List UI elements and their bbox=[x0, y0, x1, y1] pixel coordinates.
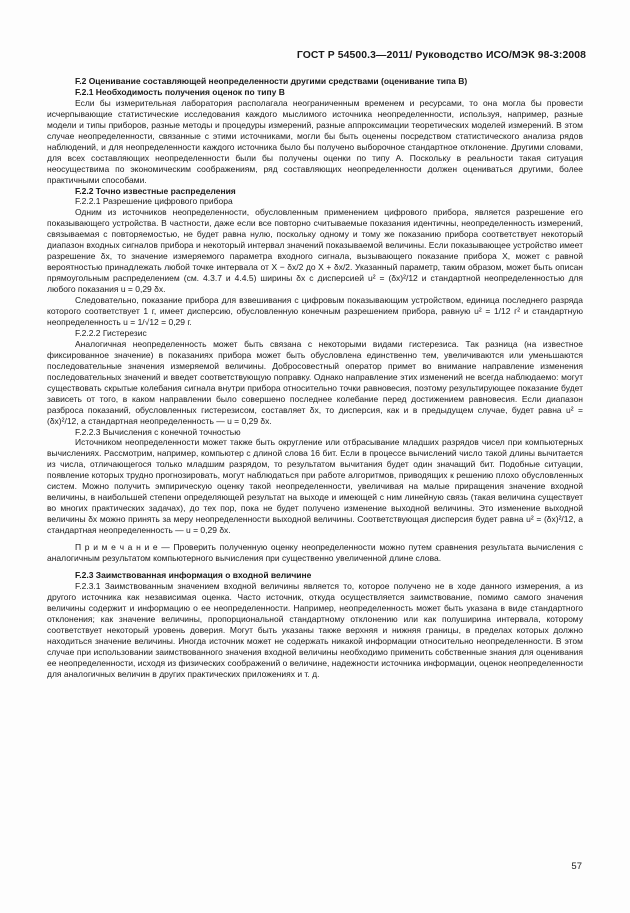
document-body bbox=[47, 76, 583, 679]
subsection-heading-f23: F.2.3 Заимствованная информация о входной величине bbox=[75, 569, 312, 580]
page-header: ГОСТ Р 54500.3—2011/ Руководство ИСО/МЭК 98-3:2008 bbox=[296, 50, 586, 61]
note-f223: П р и м е ч а н и е — Проверить полученную оценку неопределенности можно путем сравнения результата вычисления с аналогичным результатом компьютерного вычисления при существенно увеличенной длине слова. bbox=[47, 542, 583, 563]
paragraph-f221-body: Одним из источников неопределенности, обусловленным применением цифрового прибора, является разрешение его показывающего устройства. В частности, даже если все повторно считываемые показания идентичны, неопределенность измерений, связываемая с повторяемостью, не будет равна нулю, поскольку одному и тому же показанию прибора соответствует некоторый диапазон входных сигналов прибора и некоторый интервал значений показываемой величины. Если показывающее устройство имеет разрешение δx, то значение измеряемого параметра входного сигнала, вызывающего показание прибора X, может с равной вероятностью принадлежать любой точке интервала от X − δx/2 до X + δx/2. Указанный параметр, таким образом, может быть описан прямоугольным распределением (см. 4.3.7 и 4.4.5) ширины δx с дисперсией u² = (δx)²/12 и стандартной неопределенностью для любого показания u = 0,29 δx. bbox=[47, 207, 583, 295]
paragraph-f221-example: Следовательно, показание прибора для взвешивания с цифровым показывающим устройством, единица последнего разряда которого соответствует 1 г, имеет дисперсию, обусловленную конечным разрешением прибора, равную u² = 1/12 г² и стандартную неопределенность u = 1/√12 = 0,29 г. bbox=[47, 295, 583, 327]
paragraph-f222-body: Аналогичная неопределенность может быть связана с некоторыми видами гистерезиса. Так разница (на известное фиксированное значение) в показаниях прибора может быть обусловлена единственно тем, увеличиваются или уменьшаются последовательные значения измеряемой величины. Добросовестный оператор примет во внимание направление изменения последовательных значений и введет соответствующую поправку. Однако направление этих изменений не всегда наблюдаемо: могут существовать скрытые колебания сигнала внутри прибора относительно точки равновесия, поэтому результирующее показание будет зависеть от того, в каком направлении было совершено последнее колебание перед достижением равновесия. Если диапазон разброса показаний, обусловленных гистерезисом, составляет δx, то дисперсия, как и в предыдущем случае, будет равна u² = (δx)²/12, а стандартная неопределенность — u = 0,29 δx. bbox=[47, 338, 583, 426]
subsection-heading-f21: F.2.1 Необходимость получения оценок по типу B bbox=[75, 86, 285, 97]
clause-heading-f222: F.2.2.2 Гистерезис bbox=[75, 327, 147, 338]
clause-heading-f223: F.2.2.3 Вычисления с конечной точностью bbox=[75, 426, 241, 437]
paragraph-f223-body: Источником неопределенности может также быть округление или отбрасывание младших разрядов чисел при компьютерных вычислениях. Рассмотрим, например, компьютер с длиной слова 16 бит. Если в процессе вычислений число такой длины вычитается из числа, отличающегося только младшим разрядом, то результатом вычитания будет один значащий бит. Подобные ситуации, появление которых трудно прогнозировать, могут наблюдаться при работе алгоритмов, приводящих к решению плохо обусловленных систем. Можно получить эмпирическую оценку такой неопределенности, увеличивая на малые приращения значение входной величины, в наибольшей степени определяющей результат на выходе и имеющей с ним линейную связь (такая величина существует во многих практических задачах), до тех пор, пока не будет получено изменение выходной величины. Это изменение выходной величины δx можно принять за меру неопределенности выходной величины. Соответствующая дисперсия будет равна u² = (δx)²/12, а стандартная неопределенность — u = 0,29 δx. bbox=[47, 437, 583, 536]
subsection-heading-f22: F.2.2 Точно известные распределения bbox=[75, 185, 236, 196]
section-heading-f2: F.2 Оценивание составляющей неопределенности другими средствами (оценивание типа B) bbox=[75, 76, 468, 86]
page-number: 57 bbox=[571, 861, 582, 872]
paragraph-f21-body: Если бы измерительная лаборатория располагала неограниченным временем и ресурсами, то она могла бы провести исчерпывающие статистические исследования каждого мыслимого источника неопределенности, используя, например, разные модели и типы приборов, разные методы и процедуры измерений, разные аппроксимации теоретических моделей измерений. В этом случае неопределенности, связанные с этими источниками, могли бы быть оценены посредством статистического анализа рядов наблюдений, и для неопределенности каждого источника было бы получено выборочное стандартное отклонение. Другими словами, для всех составляющих неопределенности были бы получены оценки по типу A. Поскольку в реальности такая ситуация неосуществима по экономическим соображениям, ряд составляющих неопределенности должен оцениваться другими, более практичными способами. bbox=[47, 97, 583, 185]
paragraph-f231-body: F.2.3.1 Заимствованным значением входной величины является то, которое получено не в ходе данного измерения, а из другого источника как независимая оценка. Часто источник, откуда осуществляется заимствование, помимо самого значения величины содержит и информацию о ее неопределенности. Например, неопределенность может быть указана в виде стандартного отклонения; как значение величины, пропорциональной стандартному отклонению или как полуширина интервала, которому соответствует некоторый уровень доверия. Могут быть указаны также верхняя и нижняя границы, в пределах которых должно находиться значение величины. Иногда источник может не содержать никакой информации относительно неопределенности. В этом случае при использовании заимствованного значения входной величины необходимо применить собственные знания для оценивания ее неопределенности, исходя из физических соображений о величине, надежности источника информации, оценок неопределенности для аналогичных величин в других практических приложениях и т. д. bbox=[47, 580, 583, 679]
clause-heading-f221: F.2.2.1 Разрешение цифрового прибора bbox=[75, 196, 233, 207]
